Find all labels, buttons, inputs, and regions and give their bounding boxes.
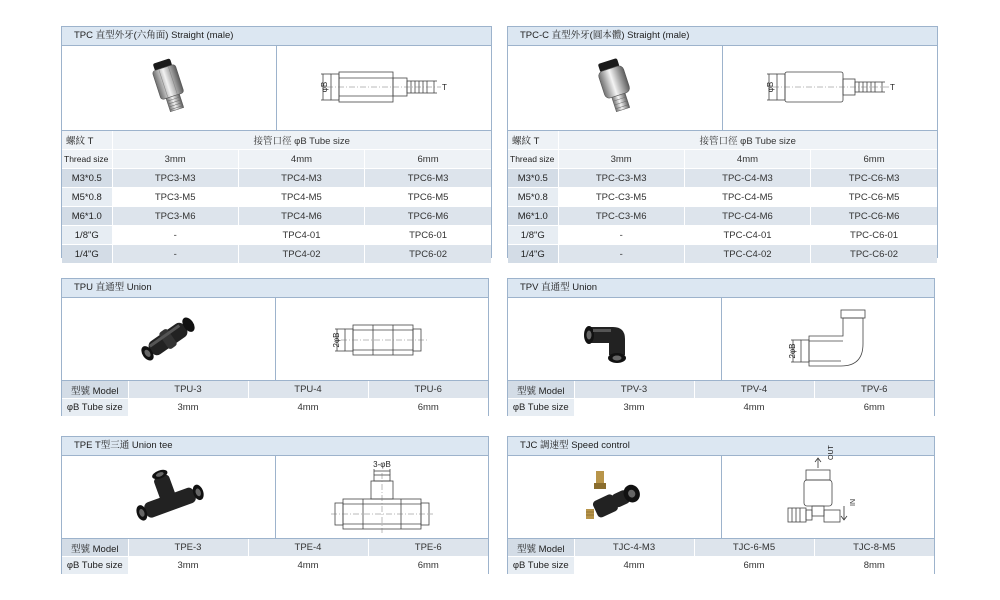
part-cell: TPC4-01 [238, 226, 364, 245]
size-cell: 3mm [574, 399, 694, 417]
tjc-title: TJC 調速型 Speed control [508, 437, 934, 456]
part-cell: TPC3-M3 [112, 169, 238, 188]
table-row [508, 381, 934, 399]
tpcc-table [508, 131, 937, 264]
tpcc-panel [507, 26, 938, 258]
tjc-panel [507, 436, 935, 574]
tpe-photo [62, 456, 275, 538]
size-cell: 4mm [694, 399, 814, 417]
tpe-model-label: 型號 Model [62, 539, 128, 557]
tpv-dimension-drawing-icon [773, 304, 883, 374]
tpcc-size-4: 4mm [684, 150, 810, 169]
part-cell: TPC-C6-01 [811, 226, 937, 245]
tpcc-drawing [722, 46, 937, 130]
part-cell: TPC-C6-M5 [811, 188, 937, 207]
part-cell: TPC-C3-M3 [558, 169, 684, 188]
tpc-table [62, 131, 491, 264]
thread-cell: M6*1.0 [508, 207, 558, 226]
tpv-model-label: 型號 Model [508, 381, 574, 399]
tjc-dimension-drawing-icon [778, 445, 878, 536]
tjc-speed-control-photo-icon [574, 465, 654, 529]
table-row [508, 226, 937, 245]
tpcc-thread-sub: Thread size [508, 150, 558, 169]
tpv-drawing [721, 298, 935, 380]
tpc-thread-sub: Thread size [62, 150, 112, 169]
tpc-dimension-drawing-icon [309, 58, 459, 118]
part-cell: TPC-C4-01 [684, 226, 810, 245]
tpc-size-4: 4mm [238, 150, 364, 169]
tpcc-thread-label: 螺紋 T [508, 131, 558, 150]
tpv-photo [508, 298, 721, 380]
part-cell: - [558, 245, 684, 264]
model-cell: TPU-4 [248, 381, 368, 399]
table-row [508, 539, 934, 557]
size-cell: 6mm [368, 557, 488, 575]
model-cell: TPE-6 [368, 539, 488, 557]
size-cell: 3mm [128, 557, 248, 575]
tpc-dim-t: T [442, 83, 447, 92]
part-cell: TPC-C3-M5 [558, 188, 684, 207]
part-cell: TPC-C6-M6 [811, 207, 937, 226]
part-cell: TPC6-M5 [365, 188, 491, 207]
model-cell: TPE-4 [248, 539, 368, 557]
part-cell: TPC3-M6 [112, 207, 238, 226]
size-cell: 8mm [814, 557, 934, 575]
part-cell: TPC-C3-M6 [558, 207, 684, 226]
tpc-size-3: 3mm [112, 150, 238, 169]
tjc-dim-in: IN [849, 499, 857, 506]
part-cell: TPC6-M3 [365, 169, 491, 188]
tjc-photo [508, 456, 721, 538]
tpu-images [62, 298, 488, 381]
table-row [508, 399, 934, 417]
part-cell: TPC6-02 [365, 245, 491, 264]
tpv-elbow-photo-icon [579, 309, 649, 369]
tpcc-dim-b: φB [766, 81, 775, 93]
part-cell: TPC-C6-02 [811, 245, 937, 264]
tpu-drawing [275, 298, 489, 380]
part-cell: TPC-C6-M3 [811, 169, 937, 188]
tpc-dim-b: φB [320, 81, 329, 93]
tpcc-dim-t: T [890, 83, 895, 92]
tjc-tube-label: φB Tube size [508, 557, 574, 575]
size-cell: 6mm [368, 399, 488, 417]
thread-cell: M5*0.8 [508, 188, 558, 207]
tpcc-title: TPC-C 直型外牙(圓本體) Straight (male) [508, 27, 937, 46]
part-cell: TPC4-M5 [238, 188, 364, 207]
thread-cell: M3*0.5 [62, 169, 112, 188]
part-cell: TPC4-02 [238, 245, 364, 264]
table-row [62, 381, 488, 399]
model-cell: TJC-4-M3 [574, 539, 694, 557]
part-cell: TPC4-M3 [238, 169, 364, 188]
model-cell: TPV-3 [574, 381, 694, 399]
tpv-title: TPV 直通型 Union [508, 279, 934, 298]
thread-cell: M6*1.0 [62, 207, 112, 226]
tpu-tube-label: φB Tube size [62, 399, 128, 417]
table-row [508, 245, 937, 264]
tpc-images [62, 46, 491, 131]
part-cell: TPC3-M5 [112, 188, 238, 207]
tpc-tube-header: 接管口徑 φB Tube size [112, 131, 491, 150]
table-row [508, 188, 937, 207]
tpcc-tube-header: 接管口徑 φB Tube size [558, 131, 937, 150]
tpv-table [508, 381, 934, 417]
table-row [62, 539, 488, 557]
tjc-dim-out: OUT [827, 445, 835, 460]
tpe-table [62, 539, 488, 575]
tpv-tube-label: φB Tube size [508, 399, 574, 417]
part-cell: TPC-C4-M5 [684, 188, 810, 207]
tpu-table [62, 381, 488, 417]
part-cell: TPC-C4-02 [684, 245, 810, 264]
tpu-panel [61, 278, 489, 416]
tpc-drawing [276, 46, 491, 130]
part-cell: TPC6-M6 [365, 207, 491, 226]
tpc-size-6: 6mm [365, 150, 491, 169]
tpc-thread-label: 螺紋 T [62, 131, 112, 150]
tpc-panel [61, 26, 492, 258]
tpe-dim: 3-φB [372, 460, 391, 469]
tpe-tube-label: φB Tube size [62, 557, 128, 575]
tpe-panel [61, 436, 489, 574]
tpu-dim: 2φB [331, 332, 341, 348]
thread-cell: 1/4"G [62, 245, 112, 264]
thread-cell: M3*0.5 [508, 169, 558, 188]
table-row [508, 557, 934, 575]
size-cell: 6mm [694, 557, 814, 575]
tjc-model-label: 型號 Model [508, 539, 574, 557]
tpcc-photo [508, 46, 722, 130]
part-cell: - [112, 226, 238, 245]
part-cell: - [558, 226, 684, 245]
tpv-images [508, 298, 934, 381]
model-cell: TPV-4 [694, 381, 814, 399]
thread-cell: 1/4"G [508, 245, 558, 264]
tjc-drawing [721, 445, 935, 538]
table-row [62, 557, 488, 575]
thread-cell: 1/8"G [508, 226, 558, 245]
part-cell: TPC4-M6 [238, 207, 364, 226]
tpe-tee-photo-icon [128, 465, 208, 529]
part-cell: TPC-C4-M6 [684, 207, 810, 226]
tpc-photo [62, 46, 276, 130]
thread-cell: M5*0.8 [62, 188, 112, 207]
tpv-dim: 2φB [787, 343, 797, 359]
table-row [62, 169, 491, 188]
table-row [62, 188, 491, 207]
tpu-title: TPU 直通型 Union [62, 279, 488, 298]
part-cell: TPC-C4-M3 [684, 169, 810, 188]
tpe-title: TPE T型三通 Union tee [62, 437, 488, 456]
part-cell: - [112, 245, 238, 264]
tpcc-dimension-drawing-icon [755, 58, 905, 118]
tpc-title: TPC 直型外牙(六角面) Straight (male) [62, 27, 491, 46]
tpe-drawing [275, 456, 489, 538]
tpc-fitting-photo-icon [139, 56, 199, 120]
model-cell: TPE-3 [128, 539, 248, 557]
tpcc-fitting-photo-icon [585, 56, 645, 120]
tpcc-images [508, 46, 937, 131]
part-cell: TPC6-01 [365, 226, 491, 245]
table-row [508, 169, 937, 188]
tpe-images [62, 456, 488, 539]
model-cell: TJC-6-M5 [694, 539, 814, 557]
model-cell: TJC-8-M5 [814, 539, 934, 557]
table-row [508, 207, 937, 226]
tpu-dimension-drawing-icon [317, 309, 447, 369]
tpcc-size-3: 3mm [558, 150, 684, 169]
tpu-photo [62, 298, 275, 380]
tjc-table [508, 539, 934, 575]
size-cell: 4mm [248, 557, 368, 575]
tpcc-size-6: 6mm [811, 150, 937, 169]
size-cell: 6mm [814, 399, 934, 417]
table-row [62, 245, 491, 264]
table-row [62, 226, 491, 245]
tpu-model-label: 型號 Model [62, 381, 128, 399]
model-cell: TPU-6 [368, 381, 488, 399]
model-cell: TPU-3 [128, 381, 248, 399]
size-cell: 4mm [574, 557, 694, 575]
tpv-panel [507, 278, 935, 416]
size-cell: 3mm [128, 399, 248, 417]
tpe-dimension-drawing-icon [327, 459, 437, 535]
tpu-union-photo-icon [133, 309, 203, 369]
table-row [62, 207, 491, 226]
table-row [62, 399, 488, 417]
thread-cell: 1/8"G [62, 226, 112, 245]
size-cell: 4mm [248, 399, 368, 417]
model-cell: TPV-6 [814, 381, 934, 399]
